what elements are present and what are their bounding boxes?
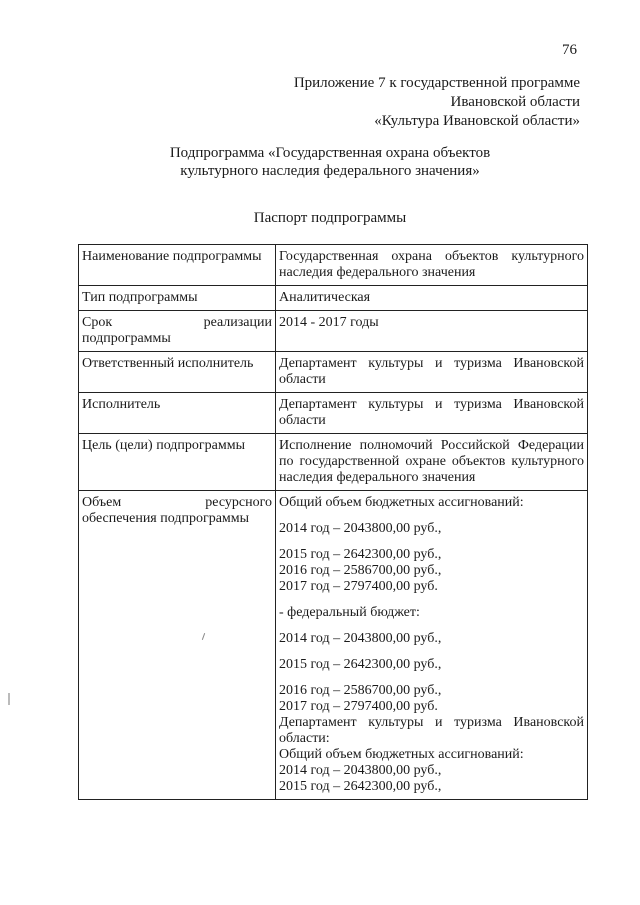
funding-line: 2014 год – 2043800,00 руб.,: [279, 631, 442, 646]
funding-line: 2015 год – 2642300,00 руб.,: [279, 547, 442, 562]
funding-line: 2015 год – 2642300,00 руб.,: [279, 657, 442, 672]
row-label: Ответственный исполнитель: [79, 352, 276, 393]
row-label: Цель (цели) подпрограммы: [79, 434, 276, 491]
appendix-line: «Культура Ивановской области»: [374, 113, 580, 129]
row-label: Тип подпрограммы: [79, 286, 276, 311]
subprogram-title-line: культурного наследия федерального значения»: [180, 163, 480, 179]
row-value: Государственная охрана объектов культурного наследия федерального значения: [276, 245, 588, 286]
label-word: ресурсного: [205, 495, 272, 510]
funding-line: Общий объем бюджетных ассигнований:: [279, 747, 524, 762]
row-label: Исполнитель: [79, 393, 276, 434]
appendix-line: Приложение 7 к государственной программе: [293, 75, 580, 91]
label-word: подпрограммы: [82, 331, 171, 346]
label-line: [82, 495, 272, 511]
row-label: Наименование подпрограммы: [79, 245, 276, 286]
funding-line: Департамент культуры и туризма Ивановской области:: [279, 715, 584, 746]
passport-title: Паспорт подпрограммы: [253, 210, 407, 226]
funding-line: Общий объем бюджетных ассигнований:: [279, 495, 524, 510]
table-row: [79, 245, 588, 286]
passport-table: [78, 244, 588, 800]
appendix-header: [250, 74, 580, 131]
row-value: 2014 - 2017 годы: [276, 311, 588, 352]
table-row: [79, 491, 588, 800]
funding-line: 2016 год – 2586700,00 руб.,: [279, 563, 442, 578]
row-label: [79, 491, 276, 800]
funding-line: - федеральный бюджет:: [279, 605, 420, 620]
row-value: Исполнение полномочий Российской Федерации по государственной охране объектов культурного наследия федерального значения: [276, 434, 588, 491]
label-word: Объем: [82, 495, 122, 510]
funding-line: 2014 год – 2043800,00 руб.,: [279, 763, 442, 778]
table-row: [79, 434, 588, 491]
page-number: 76: [562, 42, 577, 58]
label-word: Срок: [82, 315, 113, 330]
funding-line: 2017 год – 2797400,00 руб.: [279, 579, 438, 594]
row-value: Департамент культуры и туризма Ивановской области: [276, 352, 588, 393]
table-row: [79, 311, 588, 352]
row-value: Департамент культуры и туризма Ивановской области: [276, 393, 588, 434]
subprogram-title: [70, 144, 590, 180]
label-line: [82, 315, 272, 331]
label-word: реализации: [203, 315, 272, 330]
table-row: [79, 352, 588, 393]
appendix-line: Ивановской области: [450, 94, 580, 110]
table-row: [79, 393, 588, 434]
row-label: [79, 311, 276, 352]
funding-line: 2015 год – 2642300,00 руб.,: [279, 779, 442, 794]
funding-line: 2017 год – 2797400,00 руб.: [279, 699, 438, 714]
subprogram-title-line: Подпрограмма «Государственная охрана объектов: [169, 145, 491, 161]
row-value: Аналитическая: [276, 286, 588, 311]
funding-line: 2016 год – 2586700,00 руб.,: [279, 683, 442, 698]
row-value: [276, 491, 588, 800]
scan-mark: [8, 693, 10, 705]
funding-line: 2014 год – 2043800,00 руб.,: [279, 521, 442, 536]
label-word: обеспечения подпрограммы: [82, 511, 250, 526]
table-row: [79, 286, 588, 311]
